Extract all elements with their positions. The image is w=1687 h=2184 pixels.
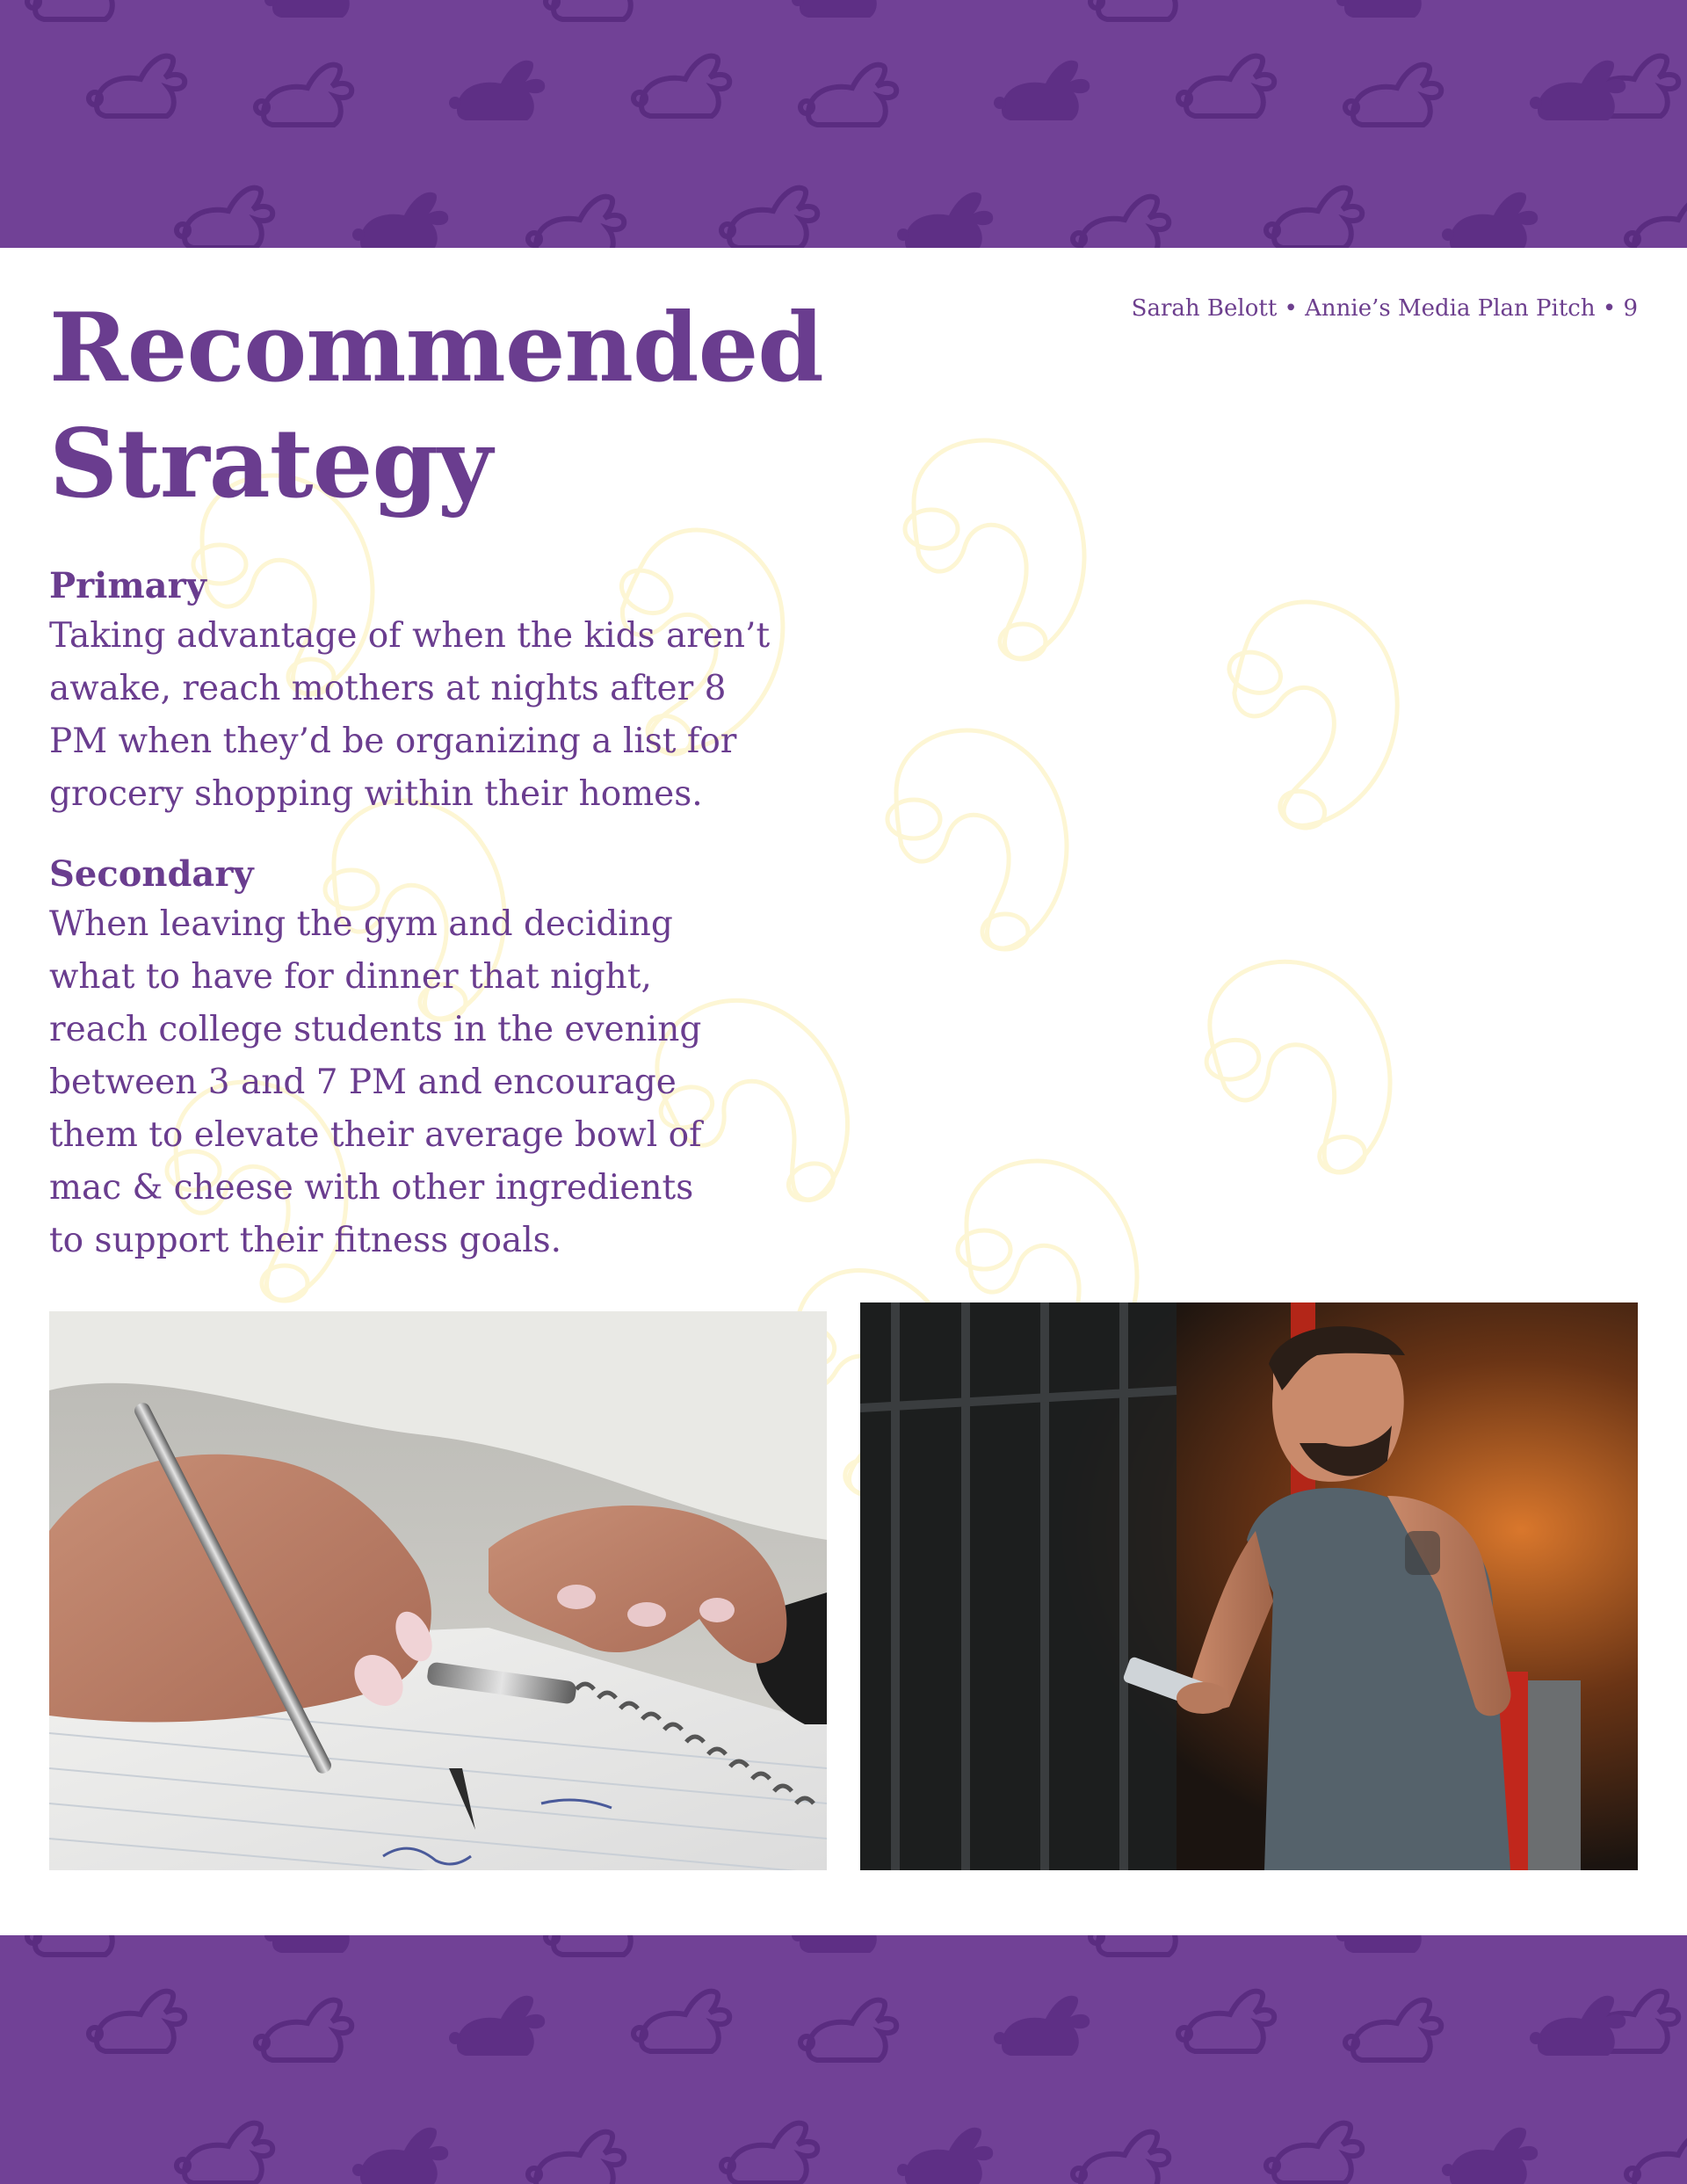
body-line: what to have for dinner that night,	[49, 957, 652, 997]
body-line: mac & cheese with other ingredients	[49, 1168, 694, 1208]
page-title	[49, 290, 823, 522]
secondary-heading: Secondary	[49, 853, 254, 895]
top-banner	[0, 0, 1687, 248]
body-line: them to elevate their average bowl of	[49, 1115, 702, 1155]
page-title-line1: Recommended	[49, 293, 823, 403]
body-line: PM when they’d be organizing a list for	[49, 722, 737, 761]
primary-heading: Primary	[49, 565, 206, 606]
body-line: reach college students in the evening	[49, 1010, 702, 1049]
bottom-banner	[0, 1935, 1687, 2184]
writing-list-photo	[49, 1311, 827, 1870]
body-line: awake, reach mothers at nights after 8	[49, 669, 727, 708]
body-line: When leaving the gym and deciding	[49, 904, 673, 944]
bunny-pattern	[0, 1935, 1687, 2184]
bunny-pattern	[0, 0, 1687, 248]
body-line: Taking advantage of when the kids aren’t	[49, 616, 771, 656]
page-header-meta: Sarah Belott • Annie’s Media Plan Pitch • 9	[1131, 295, 1638, 322]
primary-strategy-section	[49, 562, 840, 821]
body-line: between 3 and 7 PM and encourage	[49, 1063, 677, 1102]
secondary-body	[49, 898, 840, 1267]
primary-body	[49, 610, 840, 821]
body-line: to support their fitness goals.	[49, 1221, 562, 1260]
secondary-strategy-section	[49, 851, 840, 1267]
body-line: grocery shopping within their homes.	[49, 774, 703, 814]
gym-phone-photo	[860, 1302, 1638, 1870]
page-title-line2: Strategy	[49, 409, 492, 519]
